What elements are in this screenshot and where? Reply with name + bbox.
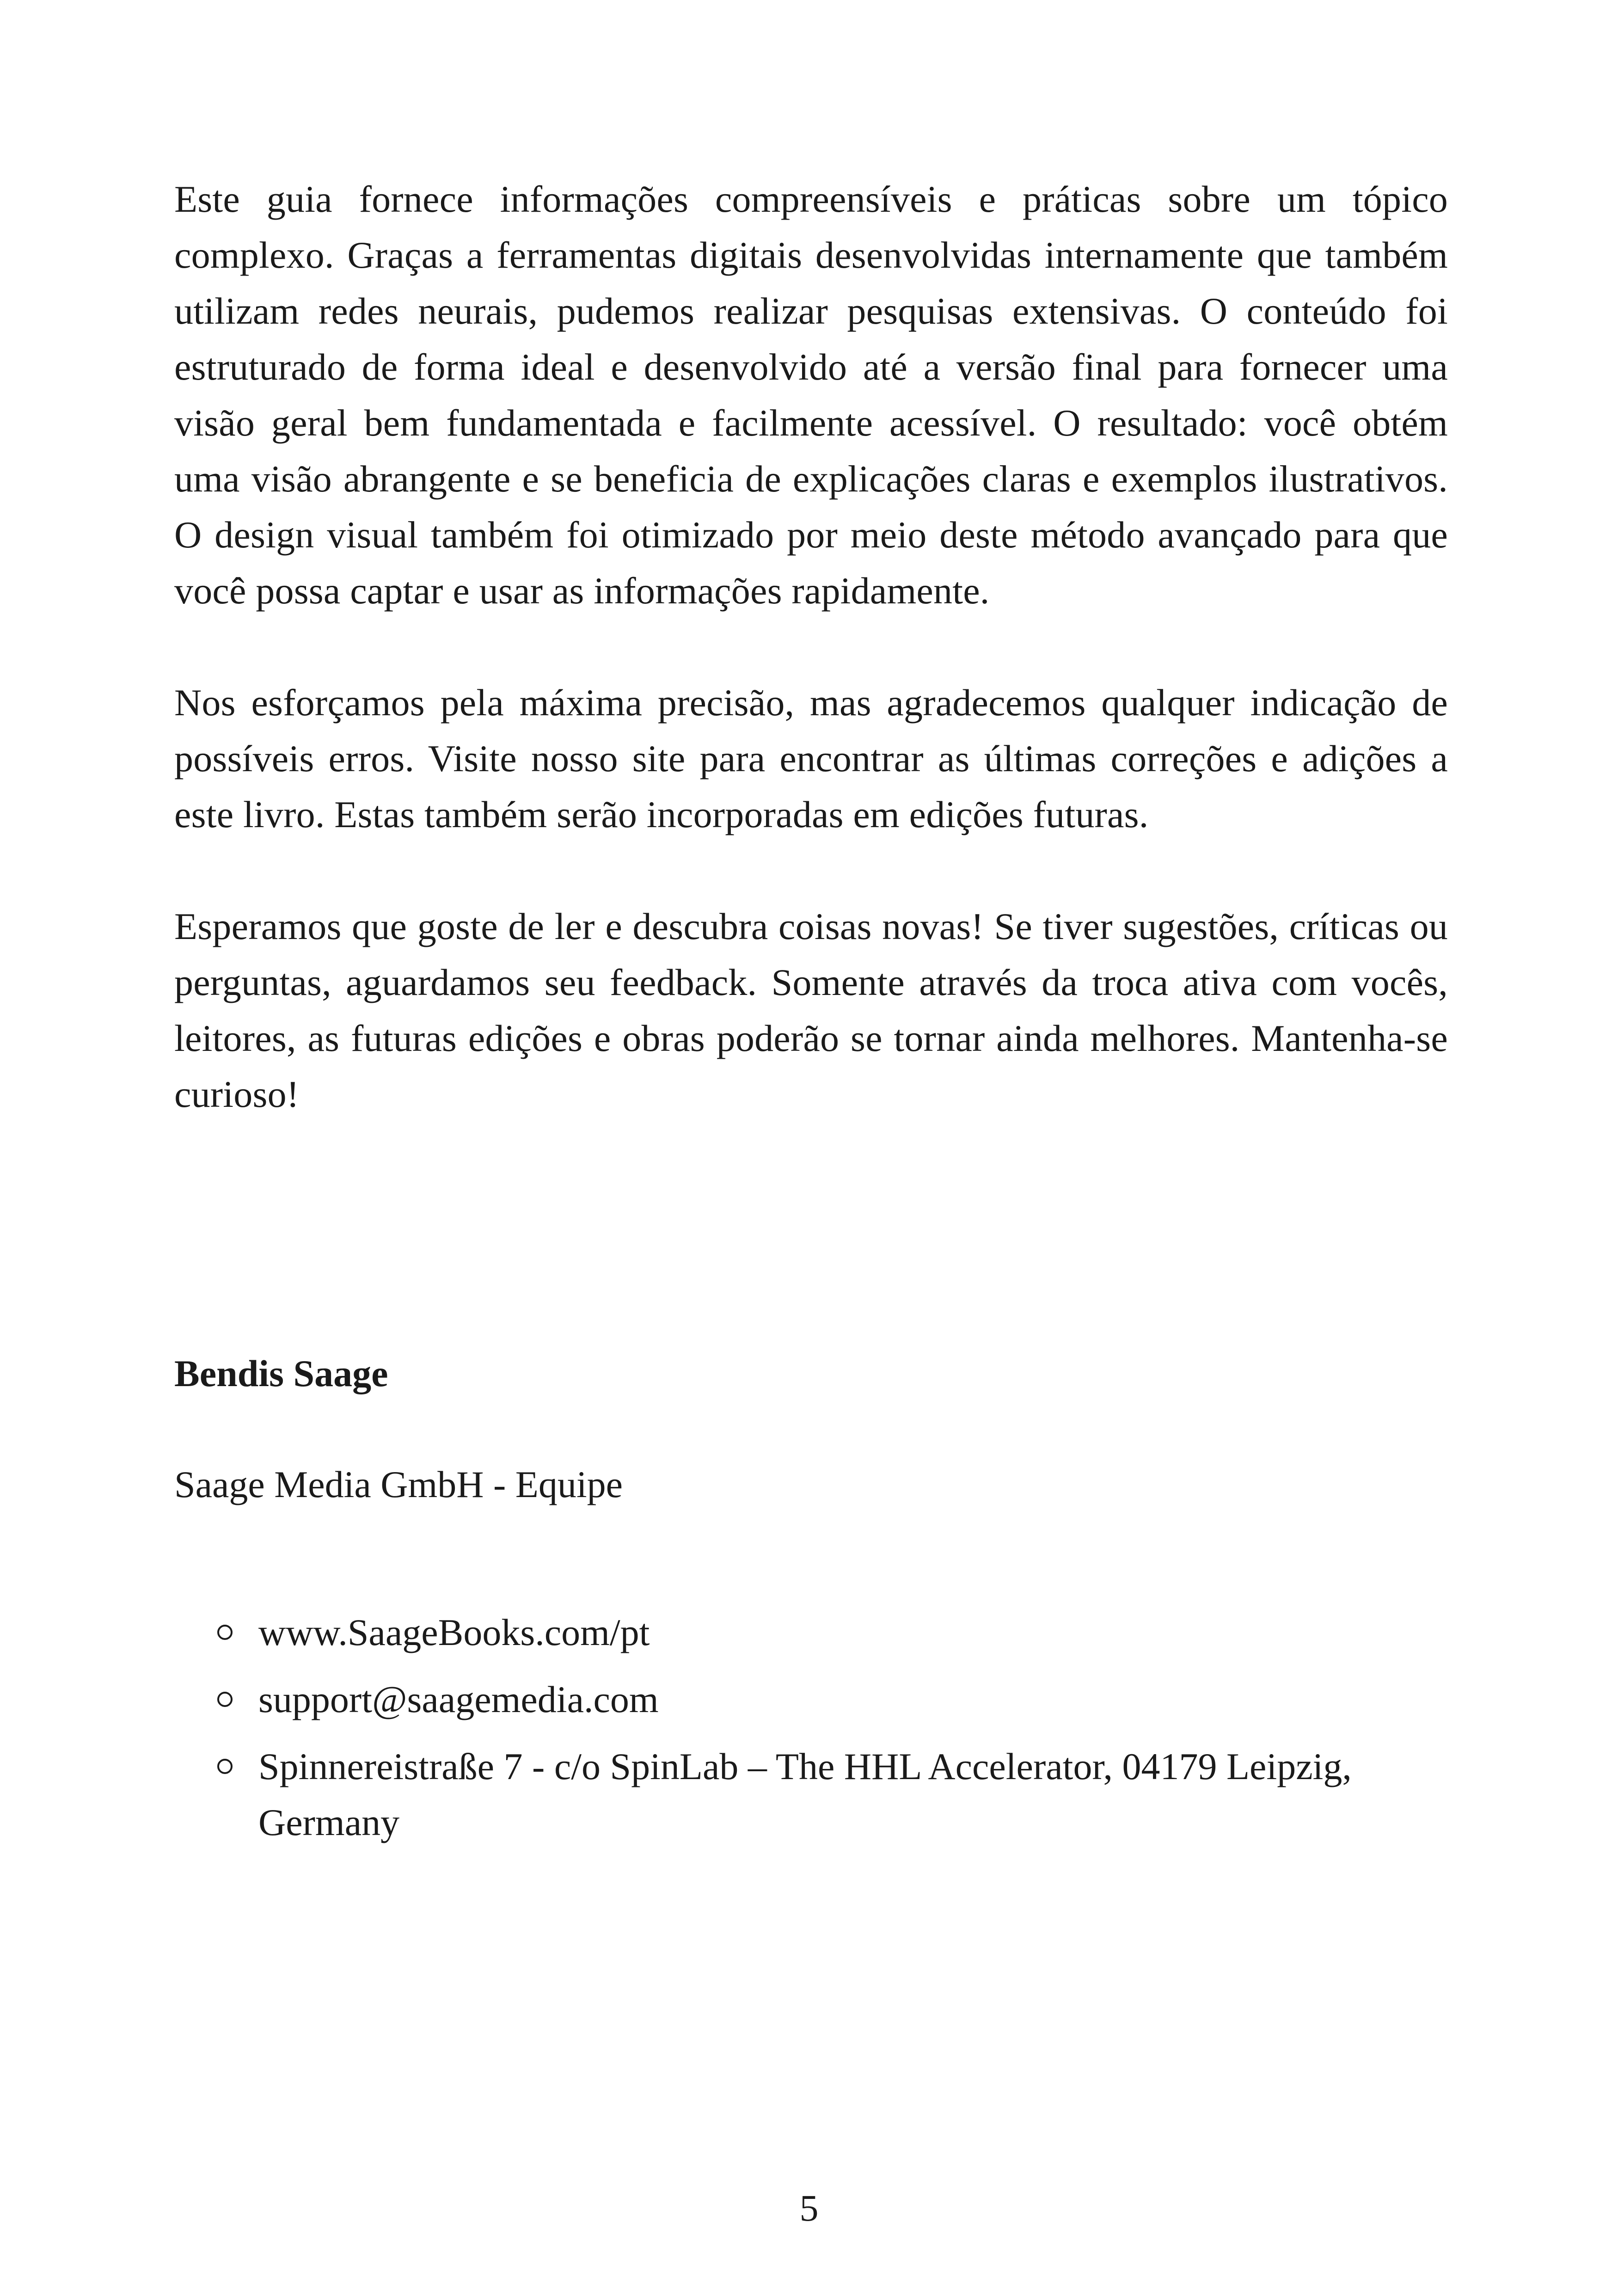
circle-bullet-icon: [217, 1625, 233, 1640]
website-link[interactable]: www.SaageBooks.com/pt: [258, 1611, 650, 1653]
paragraph-feedback: Esperamos que goste de ler e descubra coisas novas! Se tiver sugestões, críticas ou perguntas, aguardamos seu feedback. Somente através da troca ativa com vocês, leitores, as futuras edições e obras poderão se tornar ainda melhores. Mantenha-se curioso!: [174, 905, 1448, 1115]
paragraph-intro: Este guia fornece informações compreensíveis e práticas sobre um tópico complexo. Graças a ferramentas digitais desenvolvidas internamente que também utilizam redes neurais, pudemos realizar pesquisas extensivas. O conteúdo foi estruturado de forma ideal e desenvolvido até a versão final para fornecer uma visão geral bem fundamentada e facilmente acessível. O resultado: você obtém uma visão abrangente e se beneficia de explicações claras e exemplos ilustrativos. O design visual também foi otimizado por meio deste método avançado para que você possa captar e usar as informações rapidamente.: [174, 178, 1448, 612]
author-name: Bendis Saage: [174, 1352, 388, 1394]
page-number: 5: [799, 2187, 819, 2229]
body-text: [174, 171, 1448, 1122]
email-link[interactable]: support@saagemedia.com: [258, 1678, 659, 1720]
contact-website: [217, 1604, 1465, 1660]
team-name: Saage Media GmbH - Equipe: [174, 1463, 623, 1505]
address-text: Spinnereistraße 7 - c/o SpinLab – The HHL Accelerator, 04179 Leipzig, Germany: [258, 1745, 1352, 1843]
paragraph-accuracy: Nos esforçamos pela máxima precisão, mas agradecemos qualquer indicação de possíveis erros. Visite nosso site para encontrar as últimas correções e adições a este livro. Estas também serão incorporadas em edições futuras.: [174, 681, 1448, 835]
contact-list: [217, 1604, 1465, 1861]
circle-bullet-icon: [217, 1692, 233, 1707]
contact-address: [217, 1738, 1465, 1850]
contact-email: [217, 1671, 1465, 1727]
circle-bullet-icon: [217, 1759, 233, 1774]
